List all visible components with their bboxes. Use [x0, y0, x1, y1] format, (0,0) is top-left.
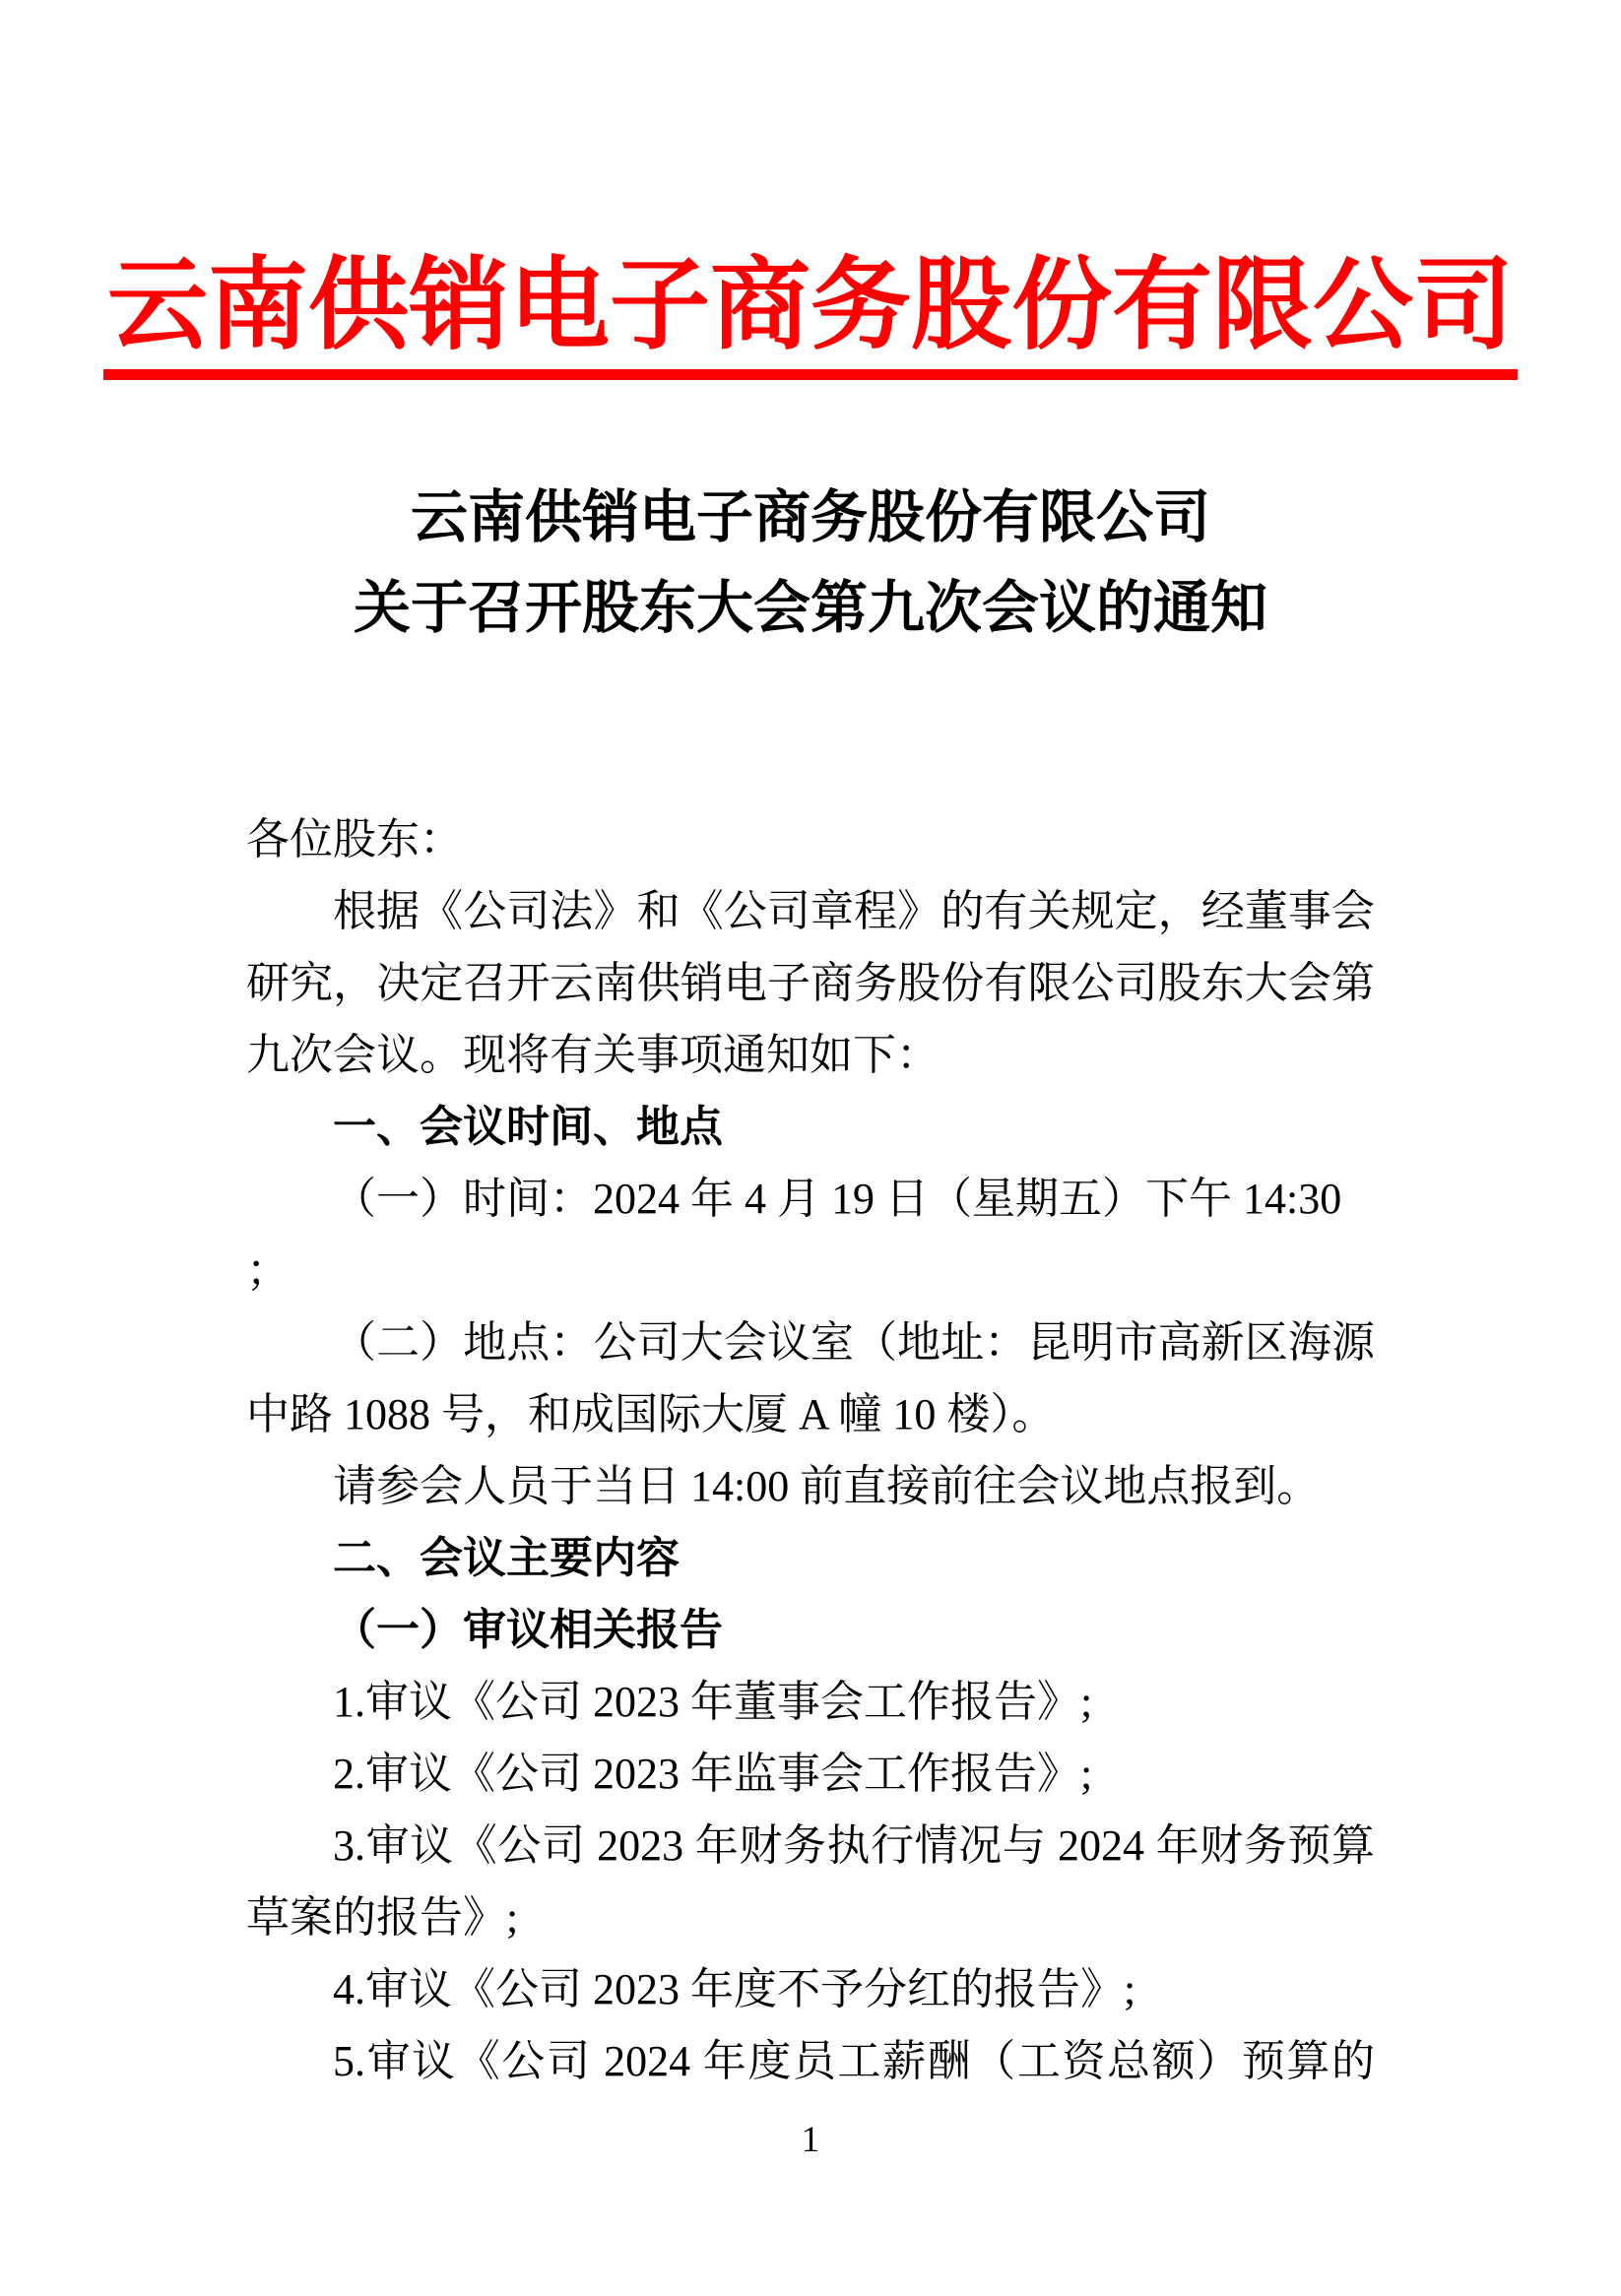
body-line: （一）时间：2024 年 4 月 19 日（星期五）下午 14:30 ； [246, 1175, 1342, 1296]
letterhead-wrap [0, 0, 1621, 380]
document-title [0, 473, 1621, 654]
document-title-line2: 关于召开股东大会第九次会议的通知 [353, 576, 1267, 641]
body-line: 九次会议。现将有关事项通知如下： [246, 1031, 940, 1080]
body-line: 一、会议时间、地点 [333, 1103, 723, 1152]
document-title-line1: 云南供销电子商务股份有限公司 [410, 485, 1210, 550]
body-line: 根据《公司法》和《公司章程》的有关规定，经董事会 [333, 887, 1375, 936]
body-line: 5.审议《公司 2024 年度员工薪酬（工资总额）预算的 [333, 2037, 1375, 2086]
body-line: 4.审议《公司 2023 年度不予分红的报告》; [333, 1965, 1136, 2014]
body-line: 中路 1088 号，和成国际大厦 A 幢 10 楼）。 [246, 1390, 1056, 1439]
body-line: 二、会议主要内容 [333, 1534, 680, 1583]
body-line: 研究，决定召开云南供销电子商务股份有限公司股东大会第 [246, 959, 1375, 1008]
page-number: 1 [801, 2120, 820, 2160]
body-line: 草案的报告》; [246, 1893, 519, 1943]
body-line: 各位股东： [246, 815, 463, 864]
body-line: 2.审议《公司 2023 年监事会工作报告》; [333, 1750, 1093, 1799]
body-line: 1.审议《公司 2023 年董事会工作报告》; [333, 1678, 1093, 1727]
document-body [246, 803, 1375, 2097]
body-line: 3.审议《公司 2023 年财务执行情况与 2024 年财务预算 [333, 1821, 1375, 1871]
company-letterhead: 云南供销电子商务股份有限公司 [103, 248, 1518, 380]
body-line: （一）审议相关报告 [333, 1606, 723, 1655]
body-line: （二）地点：公司大会议室（地址：昆明市高新区海源 [333, 1318, 1375, 1368]
body-line: 请参会人员于当日 14:00 前直接前往会议地点报到。 [333, 1462, 1321, 1511]
